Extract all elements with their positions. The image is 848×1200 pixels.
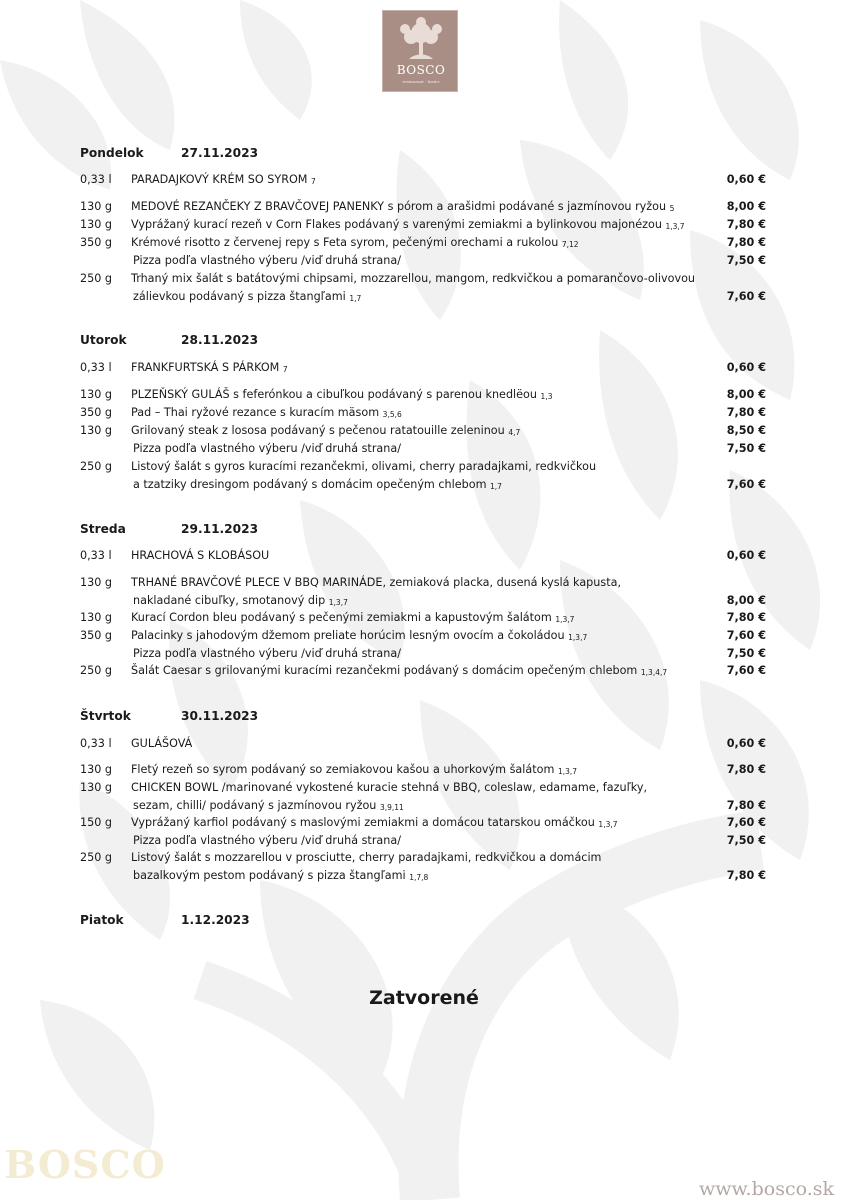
item-quantity: 130 g [80, 576, 113, 589]
item-text: Listový šalát s mozzarellou v prosciutte, cherry paradajkami, redkvičkou a domácim [131, 851, 602, 864]
item-text: Šalát Caesar s grilovanými kuracími rezančekmi podávaný s domácim opečeným chlebom [131, 664, 638, 677]
allergen-codes: 7 [310, 177, 316, 186]
soup-name-text: PARADAJKOVÝ KRÉM SO SYROM [131, 173, 308, 186]
item-text: Krémové risotto z červenej repy s Feta syrom, pečenými orechami a rukolou [131, 236, 559, 249]
item-text: Trhaný mix šalát s batátovými chipsami, mozzarellou, mangom, redkvičkou a pomarančovo-olivovou [131, 272, 696, 285]
item-quantity: 130 g [80, 388, 113, 401]
item-description [131, 218, 685, 234]
item-price: 7,60 € [726, 816, 766, 829]
soup-name [131, 737, 192, 751]
soup-name-text: GULÁŠOVÁ [131, 737, 193, 750]
logo-tagline: restaurant · bistro [402, 79, 440, 84]
item-price: 7,80 € [726, 611, 766, 624]
item-description [131, 460, 596, 474]
allergen-codes: 1,7 [490, 482, 502, 491]
item-description [131, 388, 552, 404]
item-text: sezam, chilli/ podávaný s jazmínovou ryžou [133, 799, 377, 812]
allergen-codes: 1,7,8 [409, 873, 429, 882]
item-price: 7,50 € [726, 647, 766, 660]
soup-price: 0,60 € [726, 173, 766, 186]
item-description [133, 869, 428, 885]
item-price: 7,60 € [726, 478, 766, 491]
item-description [133, 799, 404, 815]
item-price: 7,60 € [726, 629, 766, 642]
item-price: 8,00 € [726, 200, 766, 213]
day-date: 29.11.2023 [181, 522, 259, 536]
item-quantity: 130 g [80, 200, 113, 213]
item-quantity: 250 g [80, 272, 113, 285]
item-price: 7,60 € [726, 290, 766, 303]
day-date: 28.11.2023 [181, 333, 259, 347]
item-price: 7,50 € [726, 442, 766, 455]
item-price: 7,80 € [726, 869, 766, 882]
day-name: Utorok [80, 333, 127, 347]
item-description [133, 254, 401, 268]
item-description [131, 272, 695, 286]
item-quantity: 130 g [80, 611, 113, 624]
soup-quantity: 0,33 l [80, 549, 112, 562]
item-text: Pad – Thai ryžové rezance s kuracím mäsom [131, 406, 380, 419]
allergen-codes: 1,3,7 [568, 633, 588, 642]
item-description [131, 200, 674, 216]
item-text: Vyprážaný karfiol podávaný s maslovými zemiakmi a domácou tatarskou omáčkou [131, 816, 595, 829]
soup-quantity: 0,33 l [80, 173, 112, 186]
item-description [133, 834, 401, 848]
allergen-codes: 1,3,4,7 [640, 668, 668, 677]
item-text: a tzatziky dresingom podávaný s domácim opečeným chlebom [133, 478, 487, 491]
soup-name [131, 549, 269, 563]
item-description [133, 647, 401, 661]
day-name: Streda [80, 522, 126, 536]
item-description [131, 816, 618, 832]
item-description [131, 851, 601, 865]
item-text: Pizza podľa vlastného výberu /viď druhá strana/ [133, 834, 401, 847]
soup-name [131, 361, 288, 377]
allergen-codes: 1,7 [349, 294, 362, 303]
item-quantity: 350 g [80, 406, 113, 419]
allergen-codes: 1,3 [540, 392, 553, 401]
soup-name-text: FRANKFURTSKÁ S PÁRKOM [131, 361, 280, 374]
allergen-codes: 1,3,7 [557, 767, 578, 776]
allergen-codes: 1,3,7 [328, 598, 348, 607]
website-link[interactable]: www.bosco.sk [699, 1178, 834, 1200]
allergen-codes: 3,5,6 [382, 410, 402, 419]
item-text: PLZEŇSKÝ GULÁŠ s feferónkou a cibuľkou podávaný s parenou knedlëou [131, 388, 537, 401]
allergen-codes: 7 [282, 365, 288, 374]
soup-quantity: 0,33 l [80, 737, 112, 750]
allergen-codes: 1,3,7 [598, 820, 618, 829]
allergen-codes: 3,9,11 [379, 803, 404, 812]
item-text: Vyprážaný kurací rezeň v Corn Flakes podávaný s varenými zemiakmi a bylinkovou majonézou [131, 218, 662, 231]
item-quantity: 130 g [80, 424, 113, 437]
item-text: Pizza podľa vlastného výberu /viď druhá strana/ [133, 254, 401, 267]
item-text: Pizza podľa vlastného výberu /viď druhá strana/ [133, 647, 401, 660]
allergen-codes: 4,7 [508, 428, 521, 437]
soup-price: 0,60 € [726, 361, 766, 374]
day-date: 1.12.2023 [181, 913, 250, 927]
item-description [133, 478, 502, 494]
closed-notice: Zatvorené [369, 987, 479, 1009]
item-text: Listový šalát s gyros kuracími rezančekmi, olivami, cherry paradajkami, redkvičkou [131, 460, 597, 473]
item-description [131, 236, 579, 252]
logo-name: BOSCO [396, 63, 446, 77]
item-description [131, 629, 587, 645]
allergen-codes: 1,3,7 [555, 615, 575, 624]
item-price: 8,00 € [726, 388, 766, 401]
item-price: 7,80 € [726, 236, 766, 249]
item-quantity: 350 g [80, 236, 113, 249]
item-description [133, 442, 401, 456]
item-price: 7,80 € [726, 763, 766, 776]
item-text: zálievkou podávaný s pizza štangľami [133, 290, 346, 303]
item-price: 7,50 € [726, 254, 766, 267]
item-description [131, 576, 621, 590]
soup-quantity: 0,33 l [80, 361, 112, 374]
item-text: MEDOVÉ REZANČEKY Z BRAVČOVEJ PANENKY s pórom a arašidmi podávané s jazmínovou ryžou [131, 200, 667, 213]
item-text: Palacinky s jahodovým džemom preliate horúcim lesným ovocím a čokoládou [131, 629, 565, 642]
item-text: Pizza podľa vlastného výberu /viď druhá strana/ [133, 442, 401, 455]
item-text: bazalkovým pestom podávaný s pizza štangľami [133, 869, 406, 882]
item-price: 7,80 € [726, 406, 766, 419]
allergen-codes: 7,12 [561, 240, 579, 249]
day-name: Piatok [80, 913, 124, 927]
day-date: 27.11.2023 [181, 146, 259, 160]
item-quantity: 130 g [80, 218, 113, 231]
item-text: CHICKEN BOWL /marinované vykostené kuracie stehná v BBQ, coleslaw, edamame, fazuľky, [131, 781, 648, 794]
item-price: 8,50 € [726, 424, 766, 437]
day-name: Štvrtok [80, 709, 131, 723]
item-quantity: 250 g [80, 460, 113, 473]
item-price: 7,80 € [726, 218, 766, 231]
item-quantity: 350 g [80, 629, 113, 642]
item-description [131, 763, 577, 779]
item-text: nakladané cibuľky, smotanový dip [133, 594, 326, 607]
item-description [133, 594, 348, 610]
item-quantity: 130 g [80, 763, 113, 776]
soup-price: 0,60 € [726, 737, 766, 750]
item-quantity: 250 g [80, 851, 113, 864]
item-price: 7,80 € [726, 799, 766, 812]
soup-name [131, 173, 316, 189]
day-name: Pondelok [80, 146, 144, 160]
item-quantity: 150 g [80, 816, 113, 829]
item-description [131, 611, 574, 627]
soup-name-text: HRACHOVÁ S KLOBÁSOU [131, 549, 270, 562]
day-date: 30.11.2023 [181, 709, 259, 723]
bosco-logo [382, 10, 458, 92]
footer-watermark-logo: BOSCO [4, 1142, 166, 1187]
item-description [131, 781, 647, 795]
item-description [131, 664, 667, 680]
item-text: Grilovaný steak z lososa podávaný s pečenou ratatouille zeleninou [131, 424, 505, 437]
item-price: 7,50 € [726, 834, 766, 847]
item-text: Kurací Cordon bleu podávaný s pečenými zemiakmi a kapustovým šalátom [131, 611, 552, 624]
item-description [131, 424, 520, 440]
item-text: TRHANÉ BRAVČOVÉ PLECE V BBQ MARINÁDE, zemiaková placka, dusená kyslá kapusta, [131, 576, 622, 589]
item-description [133, 290, 361, 306]
allergen-codes: 1,3,7 [665, 222, 685, 231]
item-price: 7,60 € [726, 664, 766, 677]
item-description [131, 406, 402, 422]
item-quantity: 250 g [80, 664, 113, 677]
soup-price: 0,60 € [726, 549, 766, 562]
item-text: Fletý rezeň so syrom podávaný so zemiakovou kašou a uhorkovým šalátom [131, 763, 555, 776]
item-price: 8,00 € [726, 594, 766, 607]
item-quantity: 130 g [80, 781, 113, 794]
allergen-codes: 5 [669, 204, 675, 213]
